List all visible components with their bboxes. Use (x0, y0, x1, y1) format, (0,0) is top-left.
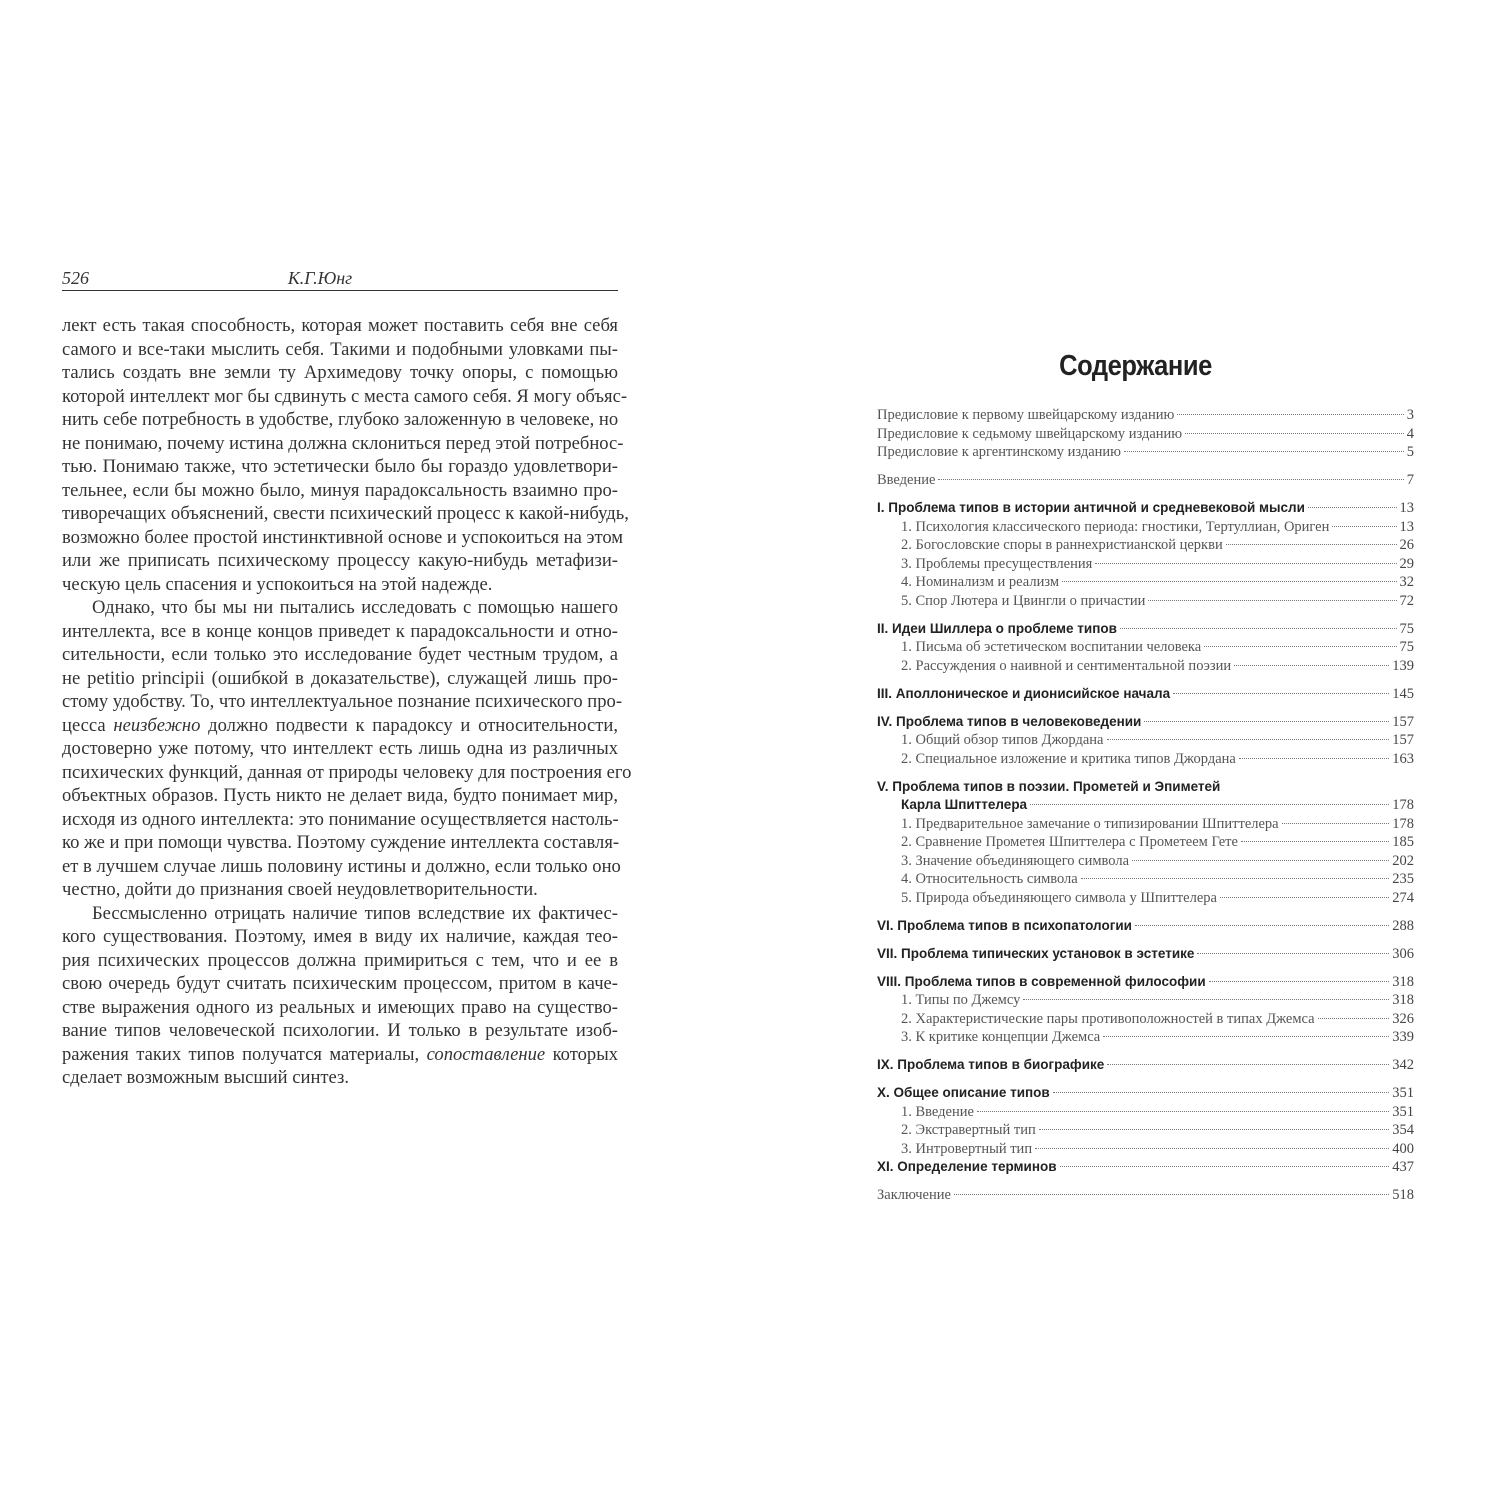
dot-leader (1144, 721, 1389, 722)
toc-entry-title: IX. Проблема типов в биографике (877, 1057, 1105, 1072)
toc-entry-page: 4 (1406, 425, 1414, 442)
toc-group (877, 945, 1414, 964)
toc-entry-title: 2. Специальное изложение и критика типов Джордана (901, 750, 1236, 767)
toc-entry[interactable] (877, 833, 1414, 852)
toc-entry[interactable] (877, 406, 1414, 425)
toc-entry[interactable] (877, 870, 1414, 889)
toc-entry-title: 1. Введение (901, 1103, 974, 1120)
toc-entry[interactable] (877, 555, 1414, 574)
toc-entry-page: 157 (1392, 732, 1414, 748)
toc-entry-page: 288 (1392, 917, 1414, 934)
text-line: самого и все-таки мыслить себя. Такими и подобными уловками пы- (62, 338, 618, 360)
toc-entry-title: 1. Типы по Джемсу (901, 992, 1021, 1008)
text-line: вание типов человеческой психологии. И только в результате изоб- (62, 1020, 618, 1041)
dot-leader (1209, 981, 1390, 982)
text-line: не понимаю, почему истина должна склониться перед этой потребнос- (62, 432, 624, 454)
toc-entry-page: 7 (1406, 472, 1414, 488)
text-line: ражения таких типов получатся материалы, сопоставление которых (62, 1043, 618, 1065)
toc-entry-page: 3 (1406, 407, 1414, 423)
toc-entry-title: 2. Сравнение Прометея Шпиттелера с Прометеем Гете (901, 834, 1238, 850)
toc-entry-page: 32 (1399, 574, 1414, 590)
toc-entry[interactable] (877, 815, 1414, 834)
toc-entry-page: 178 (1392, 815, 1414, 832)
toc-entry-title: XI. Определение терминов (877, 1159, 1057, 1174)
dot-leader (1226, 544, 1397, 545)
toc-entry-page: 274 (1392, 889, 1414, 906)
toc-title: Содержание (1059, 350, 1212, 382)
toc-entry-title: 2. Богословские споры в раннехристианской церкви (901, 537, 1223, 553)
dot-leader (1039, 1129, 1390, 1130)
toc-entry-page: 29 (1399, 555, 1414, 572)
toc-entry-title: 4. Номинализм и реализм (901, 574, 1060, 590)
toc-entry-page: 354 (1392, 1122, 1414, 1138)
toc-entry-page: 351 (1392, 1103, 1414, 1120)
toc-entry-page: 178 (1392, 797, 1414, 813)
toc-entry-page: 400 (1392, 1140, 1414, 1157)
text-line: тельнее, если бы можно было, минуя парадоксальность взаимно про- (62, 479, 618, 501)
toc-entry[interactable] (877, 945, 1414, 964)
dot-leader (1135, 925, 1389, 926)
toc-entry-title: Введение (877, 472, 936, 488)
toc-entry-title: Карла Шпиттелера (901, 797, 1028, 812)
toc-entry-page: 235 (1392, 871, 1414, 887)
text-line: тью. Понимаю также, что эстетически было бы гораздо удовлетвори- (62, 456, 618, 477)
toc-entry-page: 75 (1399, 639, 1414, 655)
dot-leader (1318, 1018, 1390, 1019)
right-page (877, 350, 1414, 1205)
dot-leader (1023, 999, 1389, 1000)
dot-leader (1120, 628, 1397, 629)
toc-group (877, 499, 1414, 610)
dot-leader (1060, 1166, 1390, 1167)
toc-entry[interactable] (877, 638, 1414, 657)
text-line: стому удобству. То, что интеллектуальное познание психического про- (62, 691, 623, 712)
text-line: сделает возможным высший синтез. (62, 1067, 350, 1088)
dot-leader (1124, 451, 1404, 452)
toc-entry[interactable] (877, 889, 1414, 908)
toc-entry[interactable] (877, 657, 1414, 676)
dot-leader (1062, 581, 1396, 582)
toc-entry-title: 5. Природа объединяющего символа у Шпиттелера (901, 889, 1217, 906)
toc-entry[interactable] (877, 518, 1414, 537)
toc-entry-title: 2. Рассуждения о наивной и сентиментальной поэзии (901, 657, 1232, 674)
toc-entry-page: 202 (1392, 852, 1414, 869)
toc-entry[interactable] (877, 1056, 1414, 1075)
toc-entry-title: 5. Спор Лютера и Цвингли о причастии (901, 592, 1146, 609)
paragraph (62, 314, 629, 596)
dot-leader (1204, 646, 1396, 647)
toc-entry-title: 1. Общий обзор типов Джордана (901, 732, 1104, 748)
text-line: честно, дойти до признания своей неудовлетворительности. (62, 879, 538, 900)
toc-entry[interactable] (877, 731, 1414, 750)
emphasized-text: неизбежно (113, 714, 201, 736)
toc-entry-page: 72 (1399, 592, 1414, 609)
dot-leader (1177, 414, 1403, 415)
toc-entry-title: 3. Интровертный тип (901, 1140, 1033, 1157)
text-line: возможно более простой инстинктивной основе и успокоиться на этом (62, 526, 624, 548)
toc-entry[interactable] (877, 1028, 1414, 1047)
toc-entry[interactable] (877, 620, 1414, 639)
text-line: нить себе потребность в удобстве, глубоко заложенную в человеке, но (62, 409, 619, 430)
toc-entry-title: IV. Проблема типов в человековедении (877, 713, 1142, 729)
toc-entry-page: 351 (1392, 1085, 1414, 1101)
running-head-author: К.Г.Юнг (287, 268, 353, 288)
toc-entry-page: 145 (1392, 685, 1414, 702)
toc-group (877, 406, 1414, 462)
toc-entry[interactable] (877, 536, 1414, 555)
toc-entry-title: Предисловие к первому швейцарскому изданию (877, 407, 1175, 423)
toc-entry[interactable] (877, 796, 1414, 815)
dot-leader (1282, 823, 1390, 824)
dot-leader (1173, 693, 1389, 694)
toc-entry-title: VI. Проблема типов в психопатологии (877, 917, 1132, 933)
toc-entry-page: 437 (1392, 1159, 1414, 1175)
dot-leader (1107, 1064, 1389, 1065)
text-line: или же приписать психическому процессу какую-нибудь метафизи- (62, 550, 618, 571)
dot-leader (1132, 860, 1389, 861)
toc-group (877, 778, 1414, 908)
toc-entry-title: I. Проблема типов в истории античной и средневековой мысли (877, 500, 1305, 515)
toc-entry-title: 1. Психология классического периода: гностики, Тертуллиан, Ориген (901, 518, 1330, 535)
left-page (62, 268, 632, 1090)
toc-entry[interactable] (877, 1084, 1414, 1103)
dot-leader (1103, 1036, 1389, 1037)
toc-entry-page: 326 (1392, 1010, 1414, 1027)
toc-entry-title: II. Идеи Шиллера о проблеме типов (877, 620, 1117, 636)
dot-leader (1030, 804, 1389, 805)
toc-entry[interactable] (877, 750, 1414, 769)
toc-entry[interactable] (877, 1186, 1414, 1205)
toc-entry-title: VIII. Проблема типов в современной философии (877, 973, 1206, 989)
dot-leader (1095, 563, 1396, 564)
dot-leader (954, 1194, 1389, 1195)
toc-group (877, 973, 1414, 1047)
text-line: сительности, если только это исследование будет честным трудом, а (62, 644, 618, 665)
paragraph (62, 596, 632, 902)
text-line: свою очередь будут считать психическим процессом, притом в каче- (62, 973, 618, 994)
running-head (62, 268, 618, 291)
toc-entry-page: 185 (1392, 834, 1414, 850)
text-line: Однако, что бы мы ни пытались исследовать с помощью нашего (92, 597, 618, 618)
dot-leader (1081, 878, 1390, 879)
text-line: стве выражения одного из реальных и имеющих право на существо- (62, 996, 618, 1018)
toc-entry[interactable] (877, 443, 1414, 462)
dot-leader (1220, 897, 1389, 898)
toc-entry[interactable] (877, 1010, 1414, 1029)
toc-entry-page: 318 (1392, 973, 1414, 990)
table-of-contents (877, 406, 1414, 1205)
emphasized-text: сопоставление (426, 1043, 546, 1065)
text-line: лект есть такая способность, которая может поставить себя вне себя (62, 315, 618, 336)
toc-group (877, 1056, 1414, 1075)
text-line: ческую цель спасения и успокоиться на этой надежде. (62, 573, 493, 595)
toc-entry[interactable] (877, 852, 1414, 871)
toc-entry-title: V. Проблема типов в поэзии. Прометей и Эпиметей (877, 778, 1221, 794)
dot-leader (1148, 600, 1396, 601)
toc-entry-title: VII. Проблема типических установок в эстетике (877, 945, 1195, 961)
toc-entry-title: III. Аполлоническое и дионисийское начала (877, 685, 1171, 701)
toc-entry[interactable] (877, 573, 1414, 592)
dot-leader (1035, 1148, 1389, 1149)
dot-leader (1197, 953, 1389, 954)
toc-entry-page: 157 (1392, 713, 1414, 730)
dot-leader (938, 479, 1403, 480)
toc-entry-title: 3. Проблемы пресуществления (901, 555, 1093, 572)
toc-entry[interactable] (877, 425, 1414, 444)
text-line: рия психических процессов должна примириться с тем, что и ее в (62, 949, 618, 971)
toc-entry[interactable] (877, 991, 1414, 1010)
dot-leader (1332, 526, 1396, 527)
toc-entry-page: 75 (1399, 620, 1414, 637)
toc-entry-title: 3. К критике концепции Джемса (901, 1029, 1101, 1045)
toc-entry[interactable] (877, 1121, 1414, 1140)
toc-entry-page: 139 (1392, 657, 1414, 674)
dot-leader (1234, 665, 1389, 666)
text-line: не petitio principii (ошибкой в доказательстве), служащей лишь про- (62, 667, 618, 689)
toc-entry[interactable] (877, 1158, 1414, 1177)
toc-entry-page: 26 (1399, 537, 1414, 553)
toc-entry-title: Предисловие к аргентинскому изданию (877, 444, 1122, 460)
dot-leader (1241, 841, 1389, 842)
toc-entry-title: 2. Экстравертный тип (901, 1122, 1036, 1138)
toc-entry-page: 342 (1392, 1057, 1414, 1073)
toc-entry-page: 5 (1406, 444, 1414, 460)
toc-entry-title: 1. Письма об эстетическом воспитании человека (901, 639, 1202, 655)
text-line: кого существования. Поэтому, имея в виду их наличие, каждая тео- (62, 926, 618, 947)
dot-leader (1185, 433, 1404, 434)
dot-leader (977, 1111, 1389, 1112)
text-line: ет в лучшем случае лишь половину истины и должно, если только оно (62, 855, 621, 877)
dot-leader (1053, 1092, 1390, 1093)
toc-entry-page: 339 (1392, 1029, 1414, 1045)
toc-entry[interactable] (877, 1103, 1414, 1122)
toc-entry-page: 13 (1399, 500, 1414, 516)
toc-group (877, 685, 1414, 704)
toc-entry-page: 518 (1392, 1187, 1414, 1203)
toc-entry[interactable] (877, 592, 1414, 611)
toc-entry-title: 4. Относительность символа (901, 871, 1078, 887)
toc-group (877, 620, 1414, 676)
text-line: достоверно уже потому, что интеллект есть лишь одна из различных (62, 738, 618, 759)
text-line: цесса неизбежно должно подвести к парадоксу и относительности, (62, 714, 618, 736)
text-line: тались создать вне земли ту Архимедову точку опоры, с помощью (62, 362, 618, 383)
toc-group (877, 713, 1414, 769)
toc-entry[interactable] (877, 471, 1414, 490)
text-line: объектных образов. Пусть никто не делает вида, будто понимает мир, (62, 785, 618, 806)
text-line: Бессмысленно отрицать наличие типов вследствие их фактичес- (92, 902, 618, 924)
toc-group (877, 1084, 1414, 1177)
toc-entry[interactable] (877, 713, 1414, 732)
page-number: 526 (62, 268, 89, 288)
toc-group (877, 917, 1414, 936)
toc-entry[interactable] (877, 499, 1414, 518)
text-line: тиворечащих объяснений, свести психический процесс к какой-нибудь, (62, 503, 629, 524)
dot-leader (1239, 758, 1389, 759)
paragraph (62, 902, 618, 1090)
toc-group (877, 1186, 1414, 1205)
toc-entry-title: 2. Характеристические пары противоположностей в типах Джемса (901, 1010, 1315, 1027)
toc-entry-title: 1. Предварительное замечание о типизировании Шпиттелера (901, 815, 1279, 832)
dot-leader (1308, 507, 1397, 508)
toc-entry[interactable] (877, 917, 1414, 936)
toc-entry-page: 318 (1392, 992, 1414, 1008)
text-line: исходя из одного интеллекта: это понимание осуществляется настоль- (62, 808, 619, 830)
toc-entry[interactable] (877, 778, 1414, 797)
toc-group (877, 471, 1414, 490)
text-line: психических функций, данная от природы человеку для построения его (62, 761, 632, 783)
toc-entry-title: 3. Значение объединяющего символа (901, 852, 1130, 869)
dot-leader (1107, 739, 1390, 740)
text-line: которой интеллект мог бы сдвинуть с места самого себя. Я могу объяс- (62, 385, 628, 407)
toc-entry[interactable] (877, 973, 1414, 992)
toc-entry-page: 163 (1392, 750, 1414, 767)
toc-entry-title: Заключение (877, 1187, 951, 1203)
toc-entry[interactable] (877, 1140, 1414, 1159)
text-line: интеллекта, все в конце концов приведет к парадоксальности и отно- (62, 620, 618, 642)
toc-entry-title: Предисловие к седьмому швейцарскому изданию (877, 425, 1183, 442)
text-line: ко же и при помощи чувства. Поэтому суждение интеллекта составля- (62, 832, 620, 853)
body-text (62, 314, 632, 1090)
toc-entry-title: X. Общее описание типов (877, 1085, 1050, 1100)
toc-entry-page: 306 (1392, 945, 1414, 962)
toc-entry-page: 13 (1399, 518, 1414, 535)
toc-entry[interactable] (877, 685, 1414, 704)
